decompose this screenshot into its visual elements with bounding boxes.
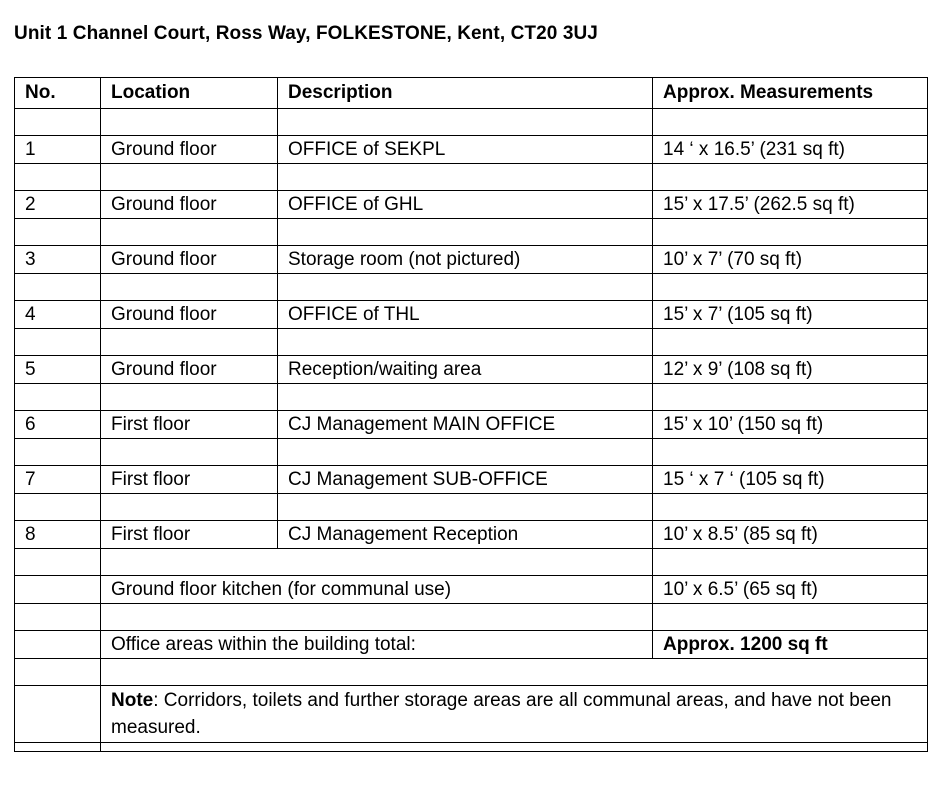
row-measurement: 15’ x 7’ (105 sq ft): [653, 301, 928, 329]
table-row: [15, 411, 928, 439]
spacer-row: [15, 274, 928, 301]
row-description: OFFICE of SEKPL: [278, 136, 653, 164]
row-description: CJ Management SUB-OFFICE: [278, 466, 653, 494]
header-no: No.: [15, 78, 101, 109]
spacer-row: [15, 109, 928, 136]
table-row: [15, 356, 928, 384]
row-measurement: 10’ x 8.5’ (85 sq ft): [653, 521, 928, 549]
spacer-row: [15, 219, 928, 246]
note-cell: [101, 686, 928, 743]
row-description: Storage room (not pictured): [278, 246, 653, 274]
total-measurement: Approx. 1200 sq ft: [653, 631, 928, 659]
row-no: 8: [15, 521, 101, 549]
document-title: Unit 1 Channel Court, Ross Way, FOLKESTONE, Kent, CT20 3UJ: [14, 23, 598, 44]
row-location: Ground floor: [101, 246, 278, 274]
table-row: [15, 246, 928, 274]
table-row: [15, 521, 928, 549]
table-row: [15, 466, 928, 494]
spacer-row: [15, 494, 928, 521]
spacer-row: [15, 439, 928, 466]
note-row: [15, 686, 928, 743]
row-location: Ground floor: [101, 191, 278, 219]
row-description: CJ Management MAIN OFFICE: [278, 411, 653, 439]
row-location: First floor: [101, 466, 278, 494]
table-header-row: [15, 78, 928, 109]
row-measurement: 12’ x 9’ (108 sq ft): [653, 356, 928, 384]
kitchen-row: [15, 576, 928, 604]
row-description: CJ Management Reception: [278, 521, 653, 549]
row-measurement: 15 ‘ x 7 ‘ (105 sq ft): [653, 466, 928, 494]
row-description: OFFICE of THL: [278, 301, 653, 329]
header-measurements: Approx. Measurements: [653, 78, 928, 109]
table-row: [15, 191, 928, 219]
row-location: First floor: [101, 521, 278, 549]
row-no: 1: [15, 136, 101, 164]
note-label: Note: [111, 690, 154, 711]
kitchen-label: Ground floor kitchen (for communal use): [101, 576, 653, 604]
spacer-row: [15, 549, 928, 576]
kitchen-measurement: 10’ x 6.5’ (65 sq ft): [653, 576, 928, 604]
row-measurement: 14 ‘ x 16.5’ (231 sq ft): [653, 136, 928, 164]
spacer-row: [15, 743, 928, 752]
row-measurement: 15’ x 10’ (150 sq ft): [653, 411, 928, 439]
header-description: Description: [278, 78, 653, 109]
row-no: 5: [15, 356, 101, 384]
total-label: Office areas within the building total:: [101, 631, 653, 659]
row-location: Ground floor: [101, 356, 278, 384]
spacer-row: [15, 659, 928, 686]
row-no: 4: [15, 301, 101, 329]
row-location: Ground floor: [101, 301, 278, 329]
row-no: 3: [15, 246, 101, 274]
spacer-row: [15, 329, 928, 356]
row-description: Reception/waiting area: [278, 356, 653, 384]
note-text: : Corridors, toilets and further storage areas are all communal areas, and have not been measured.: [111, 690, 892, 738]
row-measurement: 15’ x 17.5’ (262.5 sq ft): [653, 191, 928, 219]
total-row: [15, 631, 928, 659]
row-no: 7: [15, 466, 101, 494]
table-row: [15, 136, 928, 164]
spacer-row: [15, 604, 928, 631]
spacer-row: [15, 384, 928, 411]
header-location: Location: [101, 78, 278, 109]
row-location: Ground floor: [101, 136, 278, 164]
row-description: OFFICE of GHL: [278, 191, 653, 219]
row-location: First floor: [101, 411, 278, 439]
measurements-table: [14, 77, 928, 752]
row-no: 2: [15, 191, 101, 219]
table-row: [15, 301, 928, 329]
row-measurement: 10’ x 7’ (70 sq ft): [653, 246, 928, 274]
spacer-row: [15, 164, 928, 191]
row-no: 6: [15, 411, 101, 439]
